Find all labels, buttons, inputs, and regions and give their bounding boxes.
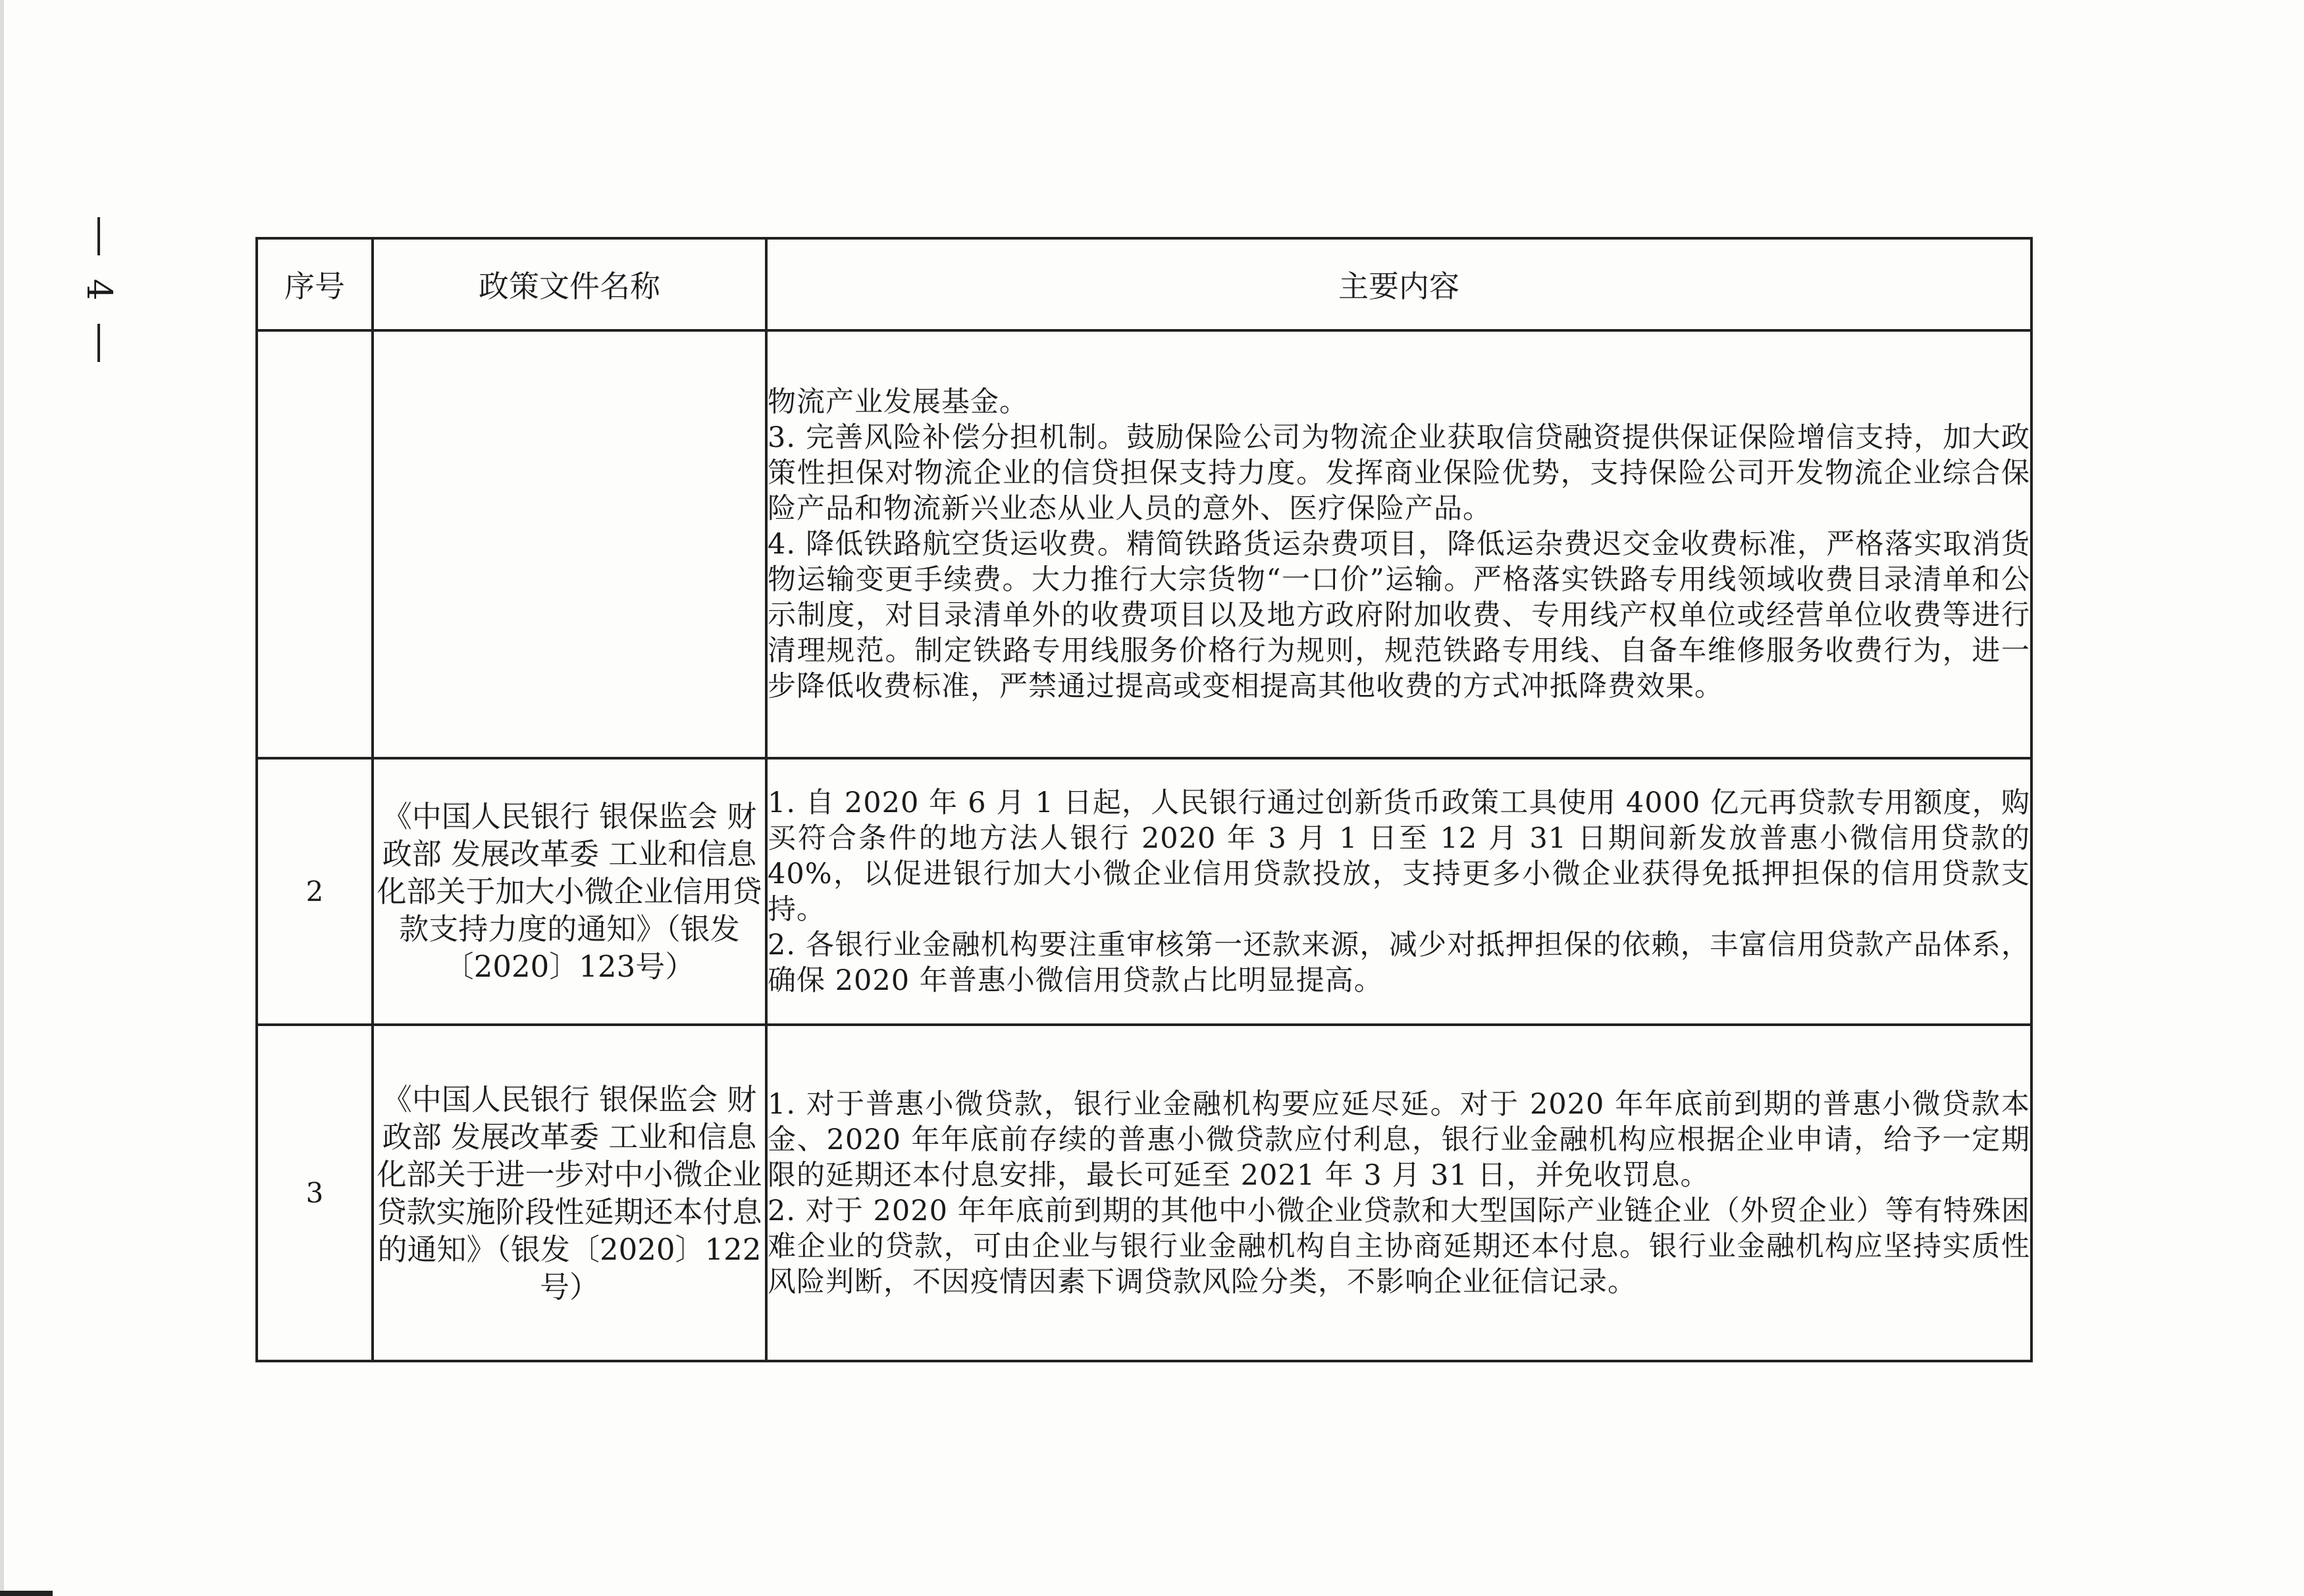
table-row (257, 758, 2031, 1025)
page-left-edge (0, 0, 4, 1596)
content-paragraph: 1. 对于普惠小微贷款，银行业金融机构要应延尽延。对于 2020 年年底前到期的普惠小微贷款本金、2020 年年底前存续的普惠小微贷款应付利息，银行业金融机构应根据企业申请，给予一定期限的延期还本付息安排，最长可延至 2021 年 3 月 31 日，并免收罚息。 (768, 1087, 2030, 1192)
page-number-dash-top (97, 217, 100, 255)
policy-name (373, 330, 766, 758)
policy-content (766, 758, 2031, 1025)
row-number: 2 (257, 758, 373, 1025)
policy-table (255, 237, 2033, 1362)
table-row (257, 330, 2031, 758)
policy-name: 《中国人民银行 银保监会 财政部 发展改革委 工业和信息化部关于进一步对中小微企业贷款实施阶段性延期还本付息的通知》（银发〔2020〕122号） (373, 1025, 766, 1361)
header-no: 序号 (257, 238, 373, 330)
header-name: 政策文件名称 (373, 238, 766, 330)
row-number (257, 330, 373, 758)
content-paragraph: 3. 完善风险补偿分担机制。鼓励保险公司为物流企业获取信贷融资提供保证保险增信支持，加大政策性担保对物流企业的信贷担保支持力度。发挥商业保险优势，支持保险公司开发物流企业综合保险产品和物流新兴业态从业人员的意外、医疗保险产品。 (768, 421, 2030, 525)
policy-content (766, 1025, 2031, 1361)
policy-name: 《中国人民银行 银保监会 财政部 发展改革委 工业和信息化部关于加大小微企业信用贷款支持力度的通知》（银发〔2020〕123号） (373, 758, 766, 1025)
header-content: 主要内容 (766, 238, 2031, 330)
content-paragraph: 2. 各银行业金融机构要注重审核第一还款来源，减少对抵押担保的依赖，丰富信用贷款产品体系，确保 2020 年普惠小微信用贷款占比明显提高。 (768, 928, 2030, 997)
page-number (63, 217, 135, 362)
page-number-value: 4 (79, 278, 118, 301)
scan-corner-mark (0, 1591, 53, 1596)
row-number: 3 (257, 1025, 373, 1361)
content-paragraph: 物流产业发展基金。 (768, 386, 1028, 419)
page-number-dash-bottom (97, 324, 100, 362)
table-header-row (257, 238, 2031, 330)
table-row (257, 1025, 2031, 1361)
content-paragraph: 1. 自 2020 年 6 月 1 日起，人民银行通过创新货币政策工具使用 4000 亿元再贷款专用额度，购买符合条件的地方法人银行 2020 年 3 月 1 日至 12 月 31 日期间新发放普惠小微信用贷款的 40%，以促进银行加大小微企业信用贷款投放，支持更多小微企业获得免抵押担保的信用贷款支持。 (768, 786, 2030, 926)
content-paragraph: 2. 对于 2020 年年底前到期的其他中小微企业贷款和大型国际产业链企业（外贸企业）等有特殊困难企业的贷款，可由企业与银行业金融机构自主协商延期还本付息。银行业金融机构应坚持实质性风险判断，不因疫情因素下调贷款风险分类，不影响企业征信记录。 (768, 1194, 2030, 1299)
policy-content (766, 330, 2031, 758)
content-paragraph: 4. 降低铁路航空货运收费。精简铁路货运杂费项目，降低运杂费迟交金收费标准，严格落实取消货物运输变更手续费。大力推行大宗货物“一口价”运输。严格落实铁路专用线领域收费目录清单和公示制度，对目录清单外的收费项目以及地方政府附加收费、专用线产权单位或经营单位收费等进行清理规范。制定铁路专用线服务价格行为规则，规范铁路专用线、自备车维修服务收费行为，进一步降低收费标准，严禁通过提高或变相提高其他收费的方式冲抵降费效果。 (768, 528, 2030, 703)
